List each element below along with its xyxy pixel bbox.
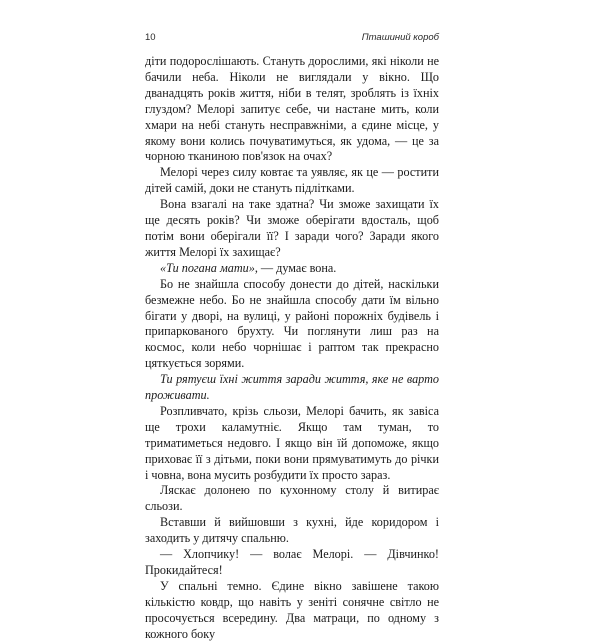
running-title: Пташиний короб xyxy=(361,32,439,43)
paragraph: У спальні темно. Єдине вікно завішене такою кількістю ковдр, що навіть у зеніті сонячне світло не просочується всередину. Два матраци, по одному з кожного боку xyxy=(145,578,439,641)
paragraph: діти подорослішають. Стануть дорослими, які ніколи не бачили неба. Ніколи не виглядали у вікно. Що дванадцять років життя, ніби в телят, зроблять із їхніх глуздом? Мелорі запитує себе, чи настане мить, коли хмари на небі стануть несправжніми, а єдине місце, у якому вони колись почуватимуться, як удома, — це за чорною тканиною пов'язок на очах? xyxy=(145,54,439,164)
italic-quote: «Ти погана мати» xyxy=(160,260,255,275)
paragraph: — Хлопчику! — волає Мелорі. — Дівчинко! Прокидайтеся! xyxy=(145,547,439,577)
page-number: 10 xyxy=(145,32,156,43)
paragraph: Ляскає долонею по кухонному столу й витирає сльози. xyxy=(145,483,439,514)
paragraph-italic-thought: «Ти погана мати», — думає вона. xyxy=(160,260,337,275)
page-body xyxy=(145,54,439,643)
paragraph: Мелорі через силу ковтає та уявляє, як це — ростити дітей самій, доки не стануть підлітками. xyxy=(145,165,439,196)
page-header xyxy=(145,32,439,43)
paragraph: Вставши й вийшовши з кухні, йде коридором і заходить у дитячу спальню. xyxy=(145,515,439,546)
paragraph: Розпливчато, крізь сльози, Мелорі бачить, як завіса ще трохи каламутніє. Якщо там туман, то триматиметься недовго. І якщо він їй допоможе, якщо приховає її з дітьми, поки вони прямуватимуть до річки і човна, вона мусить розбудити їх просто зараз. xyxy=(145,403,439,482)
paragraph: Бо не знайшла способу донести до дітей, наскільки безмежне небо. Бо не знайшла способу дати їм вільно бігати у дворі, на вулиці, у районі порожніх будівель і припаркованого брухту. Чи поглянути лиш раз на космос, коли небо чорнішає і раптом так прекрасно цяткується зорями. xyxy=(145,276,439,371)
paragraph-italic: Ти рятуєш їхні життя заради життя, яке не варто проживати. xyxy=(145,372,439,403)
paragraph: Вона взагалі на таке здатна? Чи зможе захищати їх ще десять років? Чи зможе оберігати вдосталь, щоб потім вони оберігали її? І заради чого? Заради якого життя Мелорі їх захищає? xyxy=(145,197,439,259)
